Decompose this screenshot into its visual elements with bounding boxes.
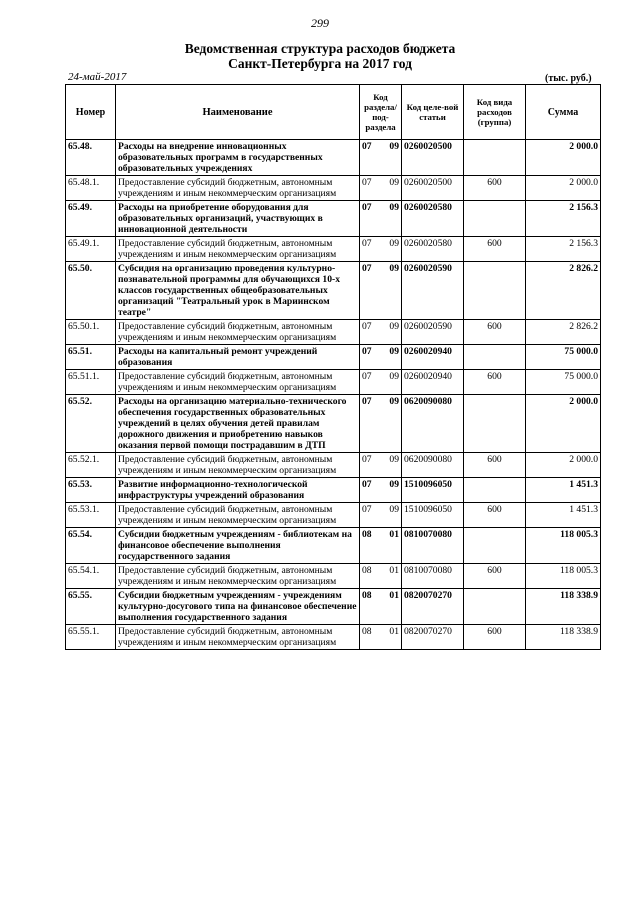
- row-number: 65.48.1.: [66, 176, 116, 201]
- row-subsection-code: 01: [385, 589, 402, 625]
- row-kind-code: [464, 345, 526, 370]
- row-kind-code: 600: [464, 453, 526, 478]
- row-kind-code: [464, 140, 526, 176]
- row-number: 65.50.1.: [66, 320, 116, 345]
- row-subsection-code: 09: [385, 370, 402, 395]
- row-name: Предоставление субсидий бюджетным, автономным учреждениям и иным некоммерческим организациям: [116, 176, 360, 201]
- row-amount: 118 005.3: [526, 564, 601, 589]
- row-subsection-code: 09: [385, 176, 402, 201]
- row-number: 65.53.1.: [66, 503, 116, 528]
- header-section-code: Код раздела/ под-раздела: [360, 85, 402, 140]
- table-row-sub: [66, 320, 601, 345]
- row-item-code: 0260020580: [402, 201, 464, 237]
- row-item-code: 0260020580: [402, 237, 464, 262]
- row-number: 65.49.1.: [66, 237, 116, 262]
- row-name: Субсидии бюджетным учреждениям - учреждениям культурно-досугового типа на финансовое обеспечение выполнения государственного задания: [116, 589, 360, 625]
- row-item-code: 1510096050: [402, 503, 464, 528]
- row-amount: 118 338.9: [526, 625, 601, 650]
- row-item-code: 0820070270: [402, 589, 464, 625]
- row-amount: 2 156.3: [526, 201, 601, 237]
- row-amount: 2 000.0: [526, 140, 601, 176]
- row-name: Расходы на организацию материально-технического обеспечения государственных образовательных учреждений в целях обучения детей правилам дорожного движения и приобретению навыков оказания первой помощи пострадавшим в ДТП: [116, 395, 360, 453]
- row-subsection-code: 09: [385, 262, 402, 320]
- row-amount: 2 156.3: [526, 237, 601, 262]
- table-row-sub: [66, 453, 601, 478]
- row-amount: 118 005.3: [526, 528, 601, 564]
- row-section-code: 07: [360, 503, 385, 528]
- row-number: 65.48.: [66, 140, 116, 176]
- row-section-code: 07: [360, 237, 385, 262]
- row-item-code: 0260020500: [402, 176, 464, 201]
- row-amount: 2 826.2: [526, 262, 601, 320]
- row-kind-code: [464, 201, 526, 237]
- table-row-main: [66, 140, 601, 176]
- row-section-code: 08: [360, 564, 385, 589]
- row-amount: 2 826.2: [526, 320, 601, 345]
- row-number: 65.55.: [66, 589, 116, 625]
- row-kind-code: [464, 589, 526, 625]
- row-name: Предоставление субсидий бюджетным, автономным учреждениям и иным некоммерческим организациям: [116, 453, 360, 478]
- row-item-code: 1510096050: [402, 478, 464, 503]
- row-item-code: 0260020940: [402, 345, 464, 370]
- row-section-code: 07: [360, 262, 385, 320]
- row-kind-code: [464, 395, 526, 453]
- row-name: Предоставление субсидий бюджетным, автономным учреждениям и иным некоммерческим организациям: [116, 320, 360, 345]
- row-number: 65.52.: [66, 395, 116, 453]
- row-subsection-code: 09: [385, 201, 402, 237]
- row-number: 65.49.: [66, 201, 116, 237]
- row-number: 65.54.: [66, 528, 116, 564]
- row-amount: 75 000.0: [526, 345, 601, 370]
- row-item-code: 0820070270: [402, 625, 464, 650]
- row-subsection-code: 09: [385, 478, 402, 503]
- row-subsection-code: 09: [385, 237, 402, 262]
- row-item-code: 0260020590: [402, 320, 464, 345]
- row-section-code: 07: [360, 140, 385, 176]
- row-amount: 75 000.0: [526, 370, 601, 395]
- row-number: 65.53.: [66, 478, 116, 503]
- row-amount: 1 451.3: [526, 503, 601, 528]
- row-section-code: 08: [360, 625, 385, 650]
- row-name: Предоставление субсидий бюджетным, автономным учреждениям и иным некоммерческим организациям: [116, 564, 360, 589]
- row-section-code: 07: [360, 478, 385, 503]
- row-kind-code: 600: [464, 625, 526, 650]
- row-item-code: 0620090080: [402, 395, 464, 453]
- row-amount: 118 338.9: [526, 589, 601, 625]
- row-kind-code: [464, 262, 526, 320]
- row-subsection-code: 09: [385, 140, 402, 176]
- header-kind-code: Код вида расходов (группа): [464, 85, 526, 140]
- document-date: 24-май-2017: [68, 71, 127, 83]
- row-section-code: 07: [360, 395, 385, 453]
- row-section-code: 07: [360, 201, 385, 237]
- row-item-code: 0260020500: [402, 140, 464, 176]
- title-line-2: Санкт-Петербурга на 2017 год: [228, 56, 412, 71]
- row-kind-code: 600: [464, 176, 526, 201]
- row-name: Расходы на капитальный ремонт учреждений образования: [116, 345, 360, 370]
- row-number: 65.51.1.: [66, 370, 116, 395]
- row-section-code: 07: [360, 345, 385, 370]
- row-item-code: 0620090080: [402, 453, 464, 478]
- row-section-code: 07: [360, 370, 385, 395]
- row-amount: 2 000.0: [526, 453, 601, 478]
- table-header-row: [66, 85, 601, 140]
- row-kind-code: 600: [464, 237, 526, 262]
- row-name: Субсидия на организацию проведения культурно-познавательной программы для обучающихся 10-х классов государственных общеобразовательных организаций "Театральный урок в Мариинском театре": [116, 262, 360, 320]
- row-kind-code: 600: [464, 370, 526, 395]
- header-number: Номер: [66, 85, 116, 140]
- row-number: 65.51.: [66, 345, 116, 370]
- row-number: 65.54.1.: [66, 564, 116, 589]
- table-row-sub: [66, 503, 601, 528]
- table-row-main: [66, 528, 601, 564]
- row-subsection-code: 09: [385, 320, 402, 345]
- table-row-sub: [66, 176, 601, 201]
- row-name: Предоставление субсидий бюджетным, автономным учреждениям и иным некоммерческим организациям: [116, 370, 360, 395]
- header-name: Наименование: [116, 85, 360, 140]
- row-subsection-code: 09: [385, 395, 402, 453]
- table-row-main: [66, 395, 601, 453]
- units-label: (тыс. руб.): [545, 73, 592, 84]
- row-item-code: 0260020590: [402, 262, 464, 320]
- table-row-sub: [66, 370, 601, 395]
- title-line-1: Ведомственная структура расходов бюджета: [184, 41, 456, 56]
- row-subsection-code: 09: [385, 503, 402, 528]
- row-number: 65.50.: [66, 262, 116, 320]
- row-amount: 1 451.3: [526, 478, 601, 503]
- row-section-code: 07: [360, 320, 385, 345]
- row-name: Расходы на приобретение оборудования для образовательных организаций, участвующих в инновационной деятельности: [116, 201, 360, 237]
- row-item-code: 0810070080: [402, 528, 464, 564]
- row-amount: 2 000.0: [526, 176, 601, 201]
- row-name: Предоставление субсидий бюджетным, автономным учреждениям и иным некоммерческим организациям: [116, 503, 360, 528]
- row-kind-code: [464, 478, 526, 503]
- row-number: 65.55.1.: [66, 625, 116, 650]
- table-row-main: [66, 345, 601, 370]
- row-item-code: 0260020940: [402, 370, 464, 395]
- row-name: Субсидии бюджетным учреждениям - библиотекам на финансовое обеспечение выполнения государственного задания: [116, 528, 360, 564]
- row-section-code: 07: [360, 176, 385, 201]
- row-subsection-code: 09: [385, 345, 402, 370]
- row-number: 65.52.1.: [66, 453, 116, 478]
- table-row-main: [66, 262, 601, 320]
- budget-table: [65, 84, 601, 650]
- header-amount: Сумма: [526, 85, 601, 140]
- document-title: [0, 41, 640, 71]
- table-row-sub: [66, 237, 601, 262]
- row-subsection-code: 01: [385, 528, 402, 564]
- row-amount: 2 000.0: [526, 395, 601, 453]
- row-name: Предоставление субсидий бюджетным, автономным учреждениям и иным некоммерческим организациям: [116, 625, 360, 650]
- row-kind-code: [464, 528, 526, 564]
- row-subsection-code: 01: [385, 625, 402, 650]
- row-name: Развитие информационно-технологической инфраструктуры учреждений образования: [116, 478, 360, 503]
- row-section-code: 07: [360, 453, 385, 478]
- table-row-main: [66, 589, 601, 625]
- row-name: Расходы на внедрение инновационных образовательных программ в государственных образовательных учреждениях: [116, 140, 360, 176]
- row-item-code: 0810070080: [402, 564, 464, 589]
- row-kind-code: 600: [464, 320, 526, 345]
- header-item-code: Код целе-вой статьи: [402, 85, 464, 140]
- table-row-main: [66, 478, 601, 503]
- page-number: 299: [311, 16, 329, 30]
- table-row-sub: [66, 564, 601, 589]
- row-subsection-code: 01: [385, 564, 402, 589]
- row-name: Предоставление субсидий бюджетным, автономным учреждениям и иным некоммерческим организациям: [116, 237, 360, 262]
- row-kind-code: 600: [464, 503, 526, 528]
- row-subsection-code: 09: [385, 453, 402, 478]
- row-section-code: 08: [360, 589, 385, 625]
- row-section-code: 08: [360, 528, 385, 564]
- table-row-sub: [66, 625, 601, 650]
- table-row-main: [66, 201, 601, 237]
- row-kind-code: 600: [464, 564, 526, 589]
